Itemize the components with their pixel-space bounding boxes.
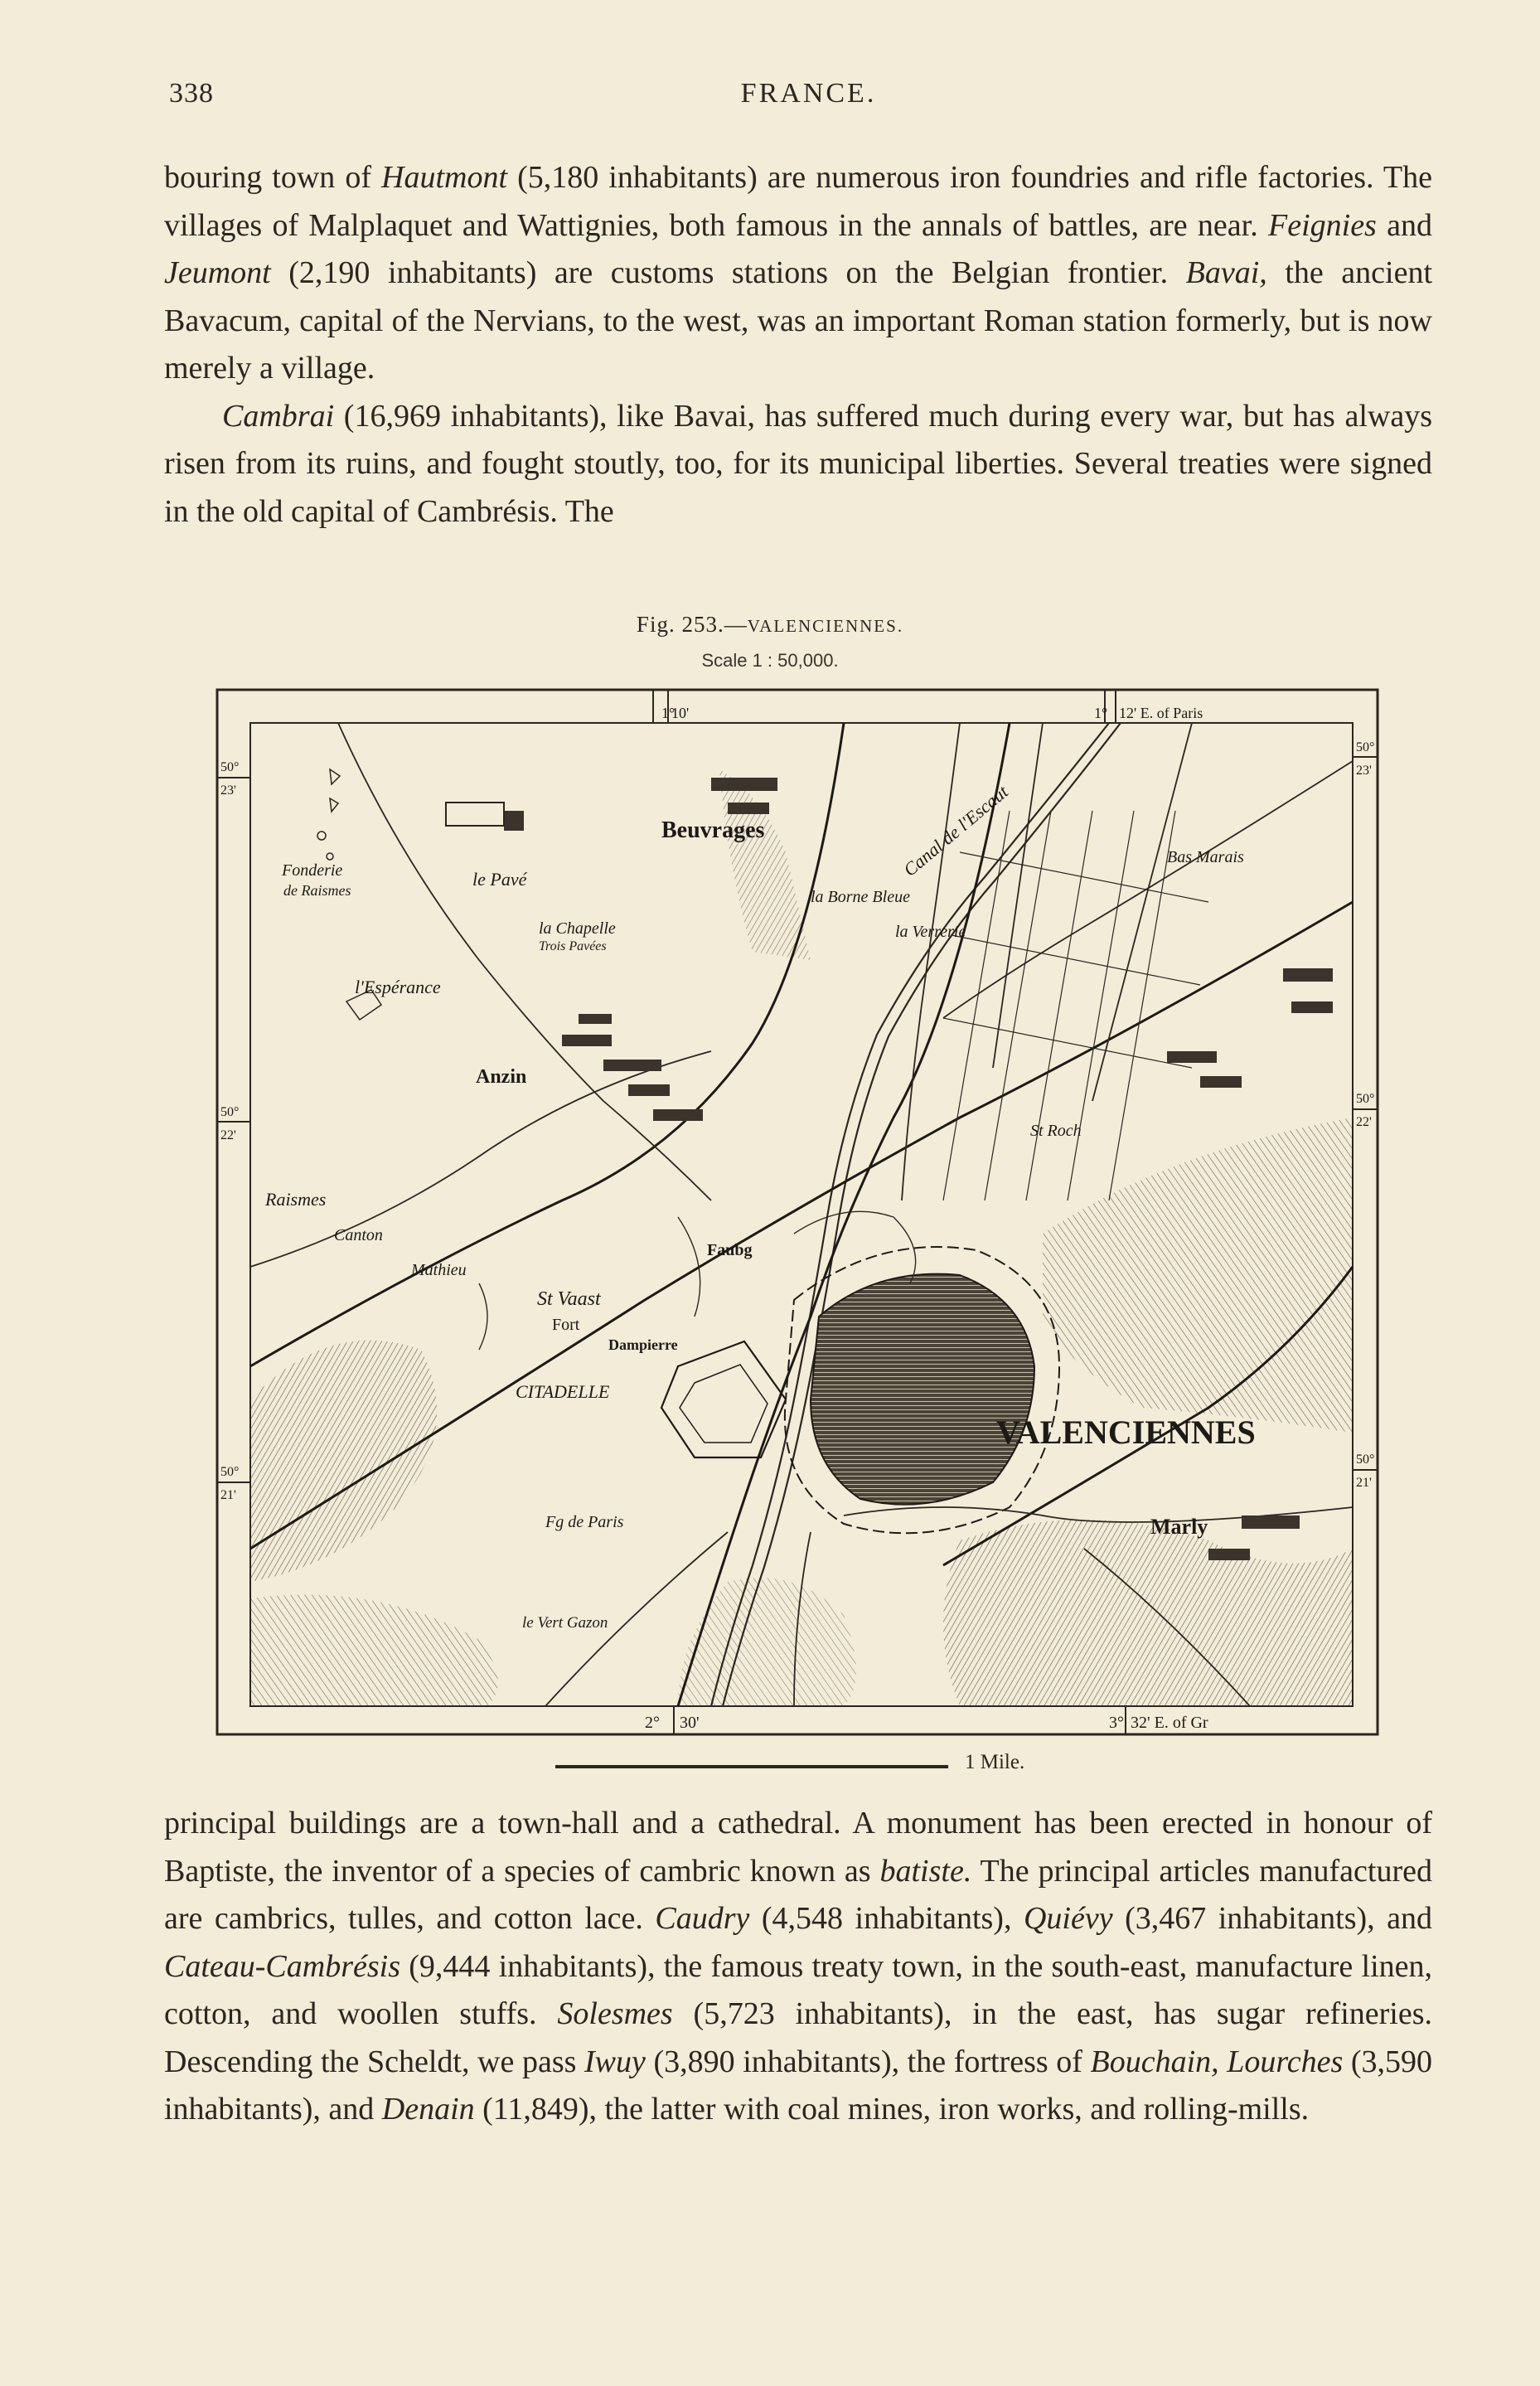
label-le-vert-gazon: le Vert Gazon [522, 1614, 608, 1632]
figure-caption-prefix: Fig. 253.— [636, 612, 748, 637]
label-la-chapelle: la Chapelle [539, 919, 616, 938]
label-valenciennes: VALENCIENNES [996, 1414, 1256, 1451]
map-tick-top-2: 10' [671, 705, 690, 721]
italic-place-name: Jeumont [164, 255, 271, 290]
map-tick-right-3: 50° [1356, 1092, 1375, 1106]
scale-bar [555, 1751, 1036, 1777]
label-citadelle: CITADELLE [516, 1381, 610, 1402]
valenciennes-map [214, 686, 1381, 1738]
italic-place-name: Bavai, [1185, 255, 1267, 290]
figure-caption [0, 612, 1540, 638]
text-run: The principal articles manufactured are cambrics, tulles, and cotton lace. [164, 1853, 1432, 1936]
map-tick-top-4: 12' E. of Paris [1119, 705, 1203, 721]
map-tick-left-2: 23' [220, 783, 236, 798]
italic-place-name: Feignies [1268, 207, 1377, 243]
italic-place-name: Bouchain, Lourches [1090, 2044, 1344, 2079]
text-run: (3,890 inhabitants), the fortress of [645, 2044, 1091, 2079]
label-faubourg: Faubg [707, 1241, 753, 1259]
text-run: principal buildings are a town-hall and a cathedral. A monument has been erected in honour of Baptiste, the inventor of a species of cambric known as [164, 1806, 1432, 1889]
text-run: (9,444 inhabitants), the famous treaty town, in the south-east, manufacture linen, cotton, and woollen stuffs. [164, 1948, 1432, 2031]
label-mathieu: Mathieu [411, 1261, 467, 1279]
paragraph [164, 154, 1432, 393]
text-run: (3,467 inhabitants), and [1112, 1901, 1433, 1936]
text-run: (5,723 inhabitants), in the east, has sugar refineries. Descending the Scheldt, we pass [164, 1996, 1433, 2079]
label-la-verrerie: la Verrerie [895, 923, 966, 941]
label-canton: Canton [334, 1226, 383, 1244]
text-run: the ancient Bavacum, capital of the Nervians, to the west, was an important Roman station formerly, but is now merely a village. [164, 255, 1432, 386]
text-run: (4,548 inhabitants), [749, 1901, 1024, 1936]
italic-place-name: Denain [381, 2092, 475, 2127]
label-raismes: Raismes [265, 1189, 327, 1210]
paragraph [164, 393, 1432, 536]
label-fort: Fort [552, 1316, 580, 1334]
label-canal-escaut: Canal de l'Escaut [899, 781, 1012, 880]
map-terrain-hatching [250, 769, 1353, 1706]
italic-place-name: Cateau-Cambrésis [164, 1948, 400, 1984]
map-tick-bottom-3: 3° [1109, 1714, 1124, 1732]
page-number: 338 [169, 78, 214, 109]
running-title: FRANCE. [740, 78, 877, 109]
map-tick-right-6: 21' [1356, 1476, 1372, 1490]
text-run: (3,590 inhabitants), and [164, 2044, 1433, 2127]
label-dampierre: Dampierre [608, 1336, 678, 1353]
scale-bar-line [555, 1765, 948, 1768]
label-de-raismes: de Raismes [283, 882, 351, 899]
figure-caption-title: VALENCIENNES. [747, 616, 904, 636]
text-run: bouring town of [164, 160, 382, 195]
map-tick-left-5: 50° [220, 1465, 240, 1479]
map-tick-left-4: 22' [220, 1128, 236, 1142]
map-tick-left-1: 50° [220, 760, 240, 774]
label-marly: Marly [1150, 1515, 1208, 1539]
label-st-vaast: St Vaast [537, 1288, 601, 1310]
label-fg-de-paris: Fg de Paris [545, 1513, 624, 1531]
map-tick-bottom-1: 2° [645, 1714, 660, 1732]
map-tick-bottom-4: 32' E. of Gr [1131, 1714, 1208, 1732]
body-text-bottom [164, 1800, 1432, 2134]
label-beuvrages: Beuvrages [661, 817, 765, 843]
map-tick-bottom-2: 30' [680, 1714, 700, 1732]
text-run: (5,180 inhabitants) are numerous iron foundries and rifle factories. The villages of Malplaquet and Wattignies, both famous in the annals of battles, are near. [164, 160, 1433, 243]
italic-place-name: Hautmont [381, 160, 508, 195]
paragraph [164, 1800, 1432, 2134]
map-svg [214, 686, 1381, 1738]
label-st-roch: St Roch [1030, 1122, 1082, 1140]
label-trois-pavees: Trois Pavées [539, 939, 607, 953]
map-tick-top-1: 1° [661, 705, 676, 721]
italic-place-name: Cambrai [222, 398, 335, 434]
map-tick-top-3: 1° [1094, 705, 1108, 721]
label-anzin: Anzin [476, 1066, 527, 1088]
page-header [164, 78, 1453, 119]
italic-place-name: batiste. [879, 1853, 972, 1889]
label-lesperance: l'Espérance [355, 977, 441, 997]
scale-bar-label: 1 Mile. [965, 1751, 1025, 1773]
map-tick-right-2: 23' [1356, 764, 1372, 778]
label-le-pave: le Pavé [472, 869, 527, 890]
map-tick-right-5: 50° [1356, 1452, 1375, 1467]
italic-place-name: Quiévy [1023, 1901, 1113, 1936]
map-tick-left-6: 21' [220, 1488, 236, 1502]
map-tick-right-4: 22' [1356, 1115, 1372, 1129]
text-run: (16,969 inhabitants), like Bavai, has suffered much during every war, but has always risen from its ruins, and fought stoutly, too, for its municipal liberties. Several treaties were signed in the old capital of Cambrésis. The [164, 398, 1432, 529]
text-run: (2,190 inhabitants) are customs stations on the Belgian frontier. [270, 255, 1186, 290]
label-fonderie: Fonderie [282, 861, 343, 880]
text-run: and [1376, 207, 1432, 243]
figure-scale-text: Scale 1 : 50,000. [701, 650, 839, 671]
italic-place-name: Iwuy [584, 2044, 646, 2079]
text-run: (11,849), the latter with coal mines, iron works, and rolling-mills. [474, 2092, 1310, 2127]
label-bas-marais: Bas Marais [1167, 848, 1244, 866]
map-tick-right-1: 50° [1356, 740, 1375, 754]
italic-place-name: Caudry [655, 1901, 750, 1936]
map-tick-left-3: 50° [220, 1105, 240, 1119]
italic-place-name: Solesmes [557, 1996, 673, 2031]
map-town-citadelle [661, 1341, 786, 1457]
body-text-top [164, 154, 1432, 536]
label-la-borne-bleue: la Borne Bleue [811, 888, 910, 906]
